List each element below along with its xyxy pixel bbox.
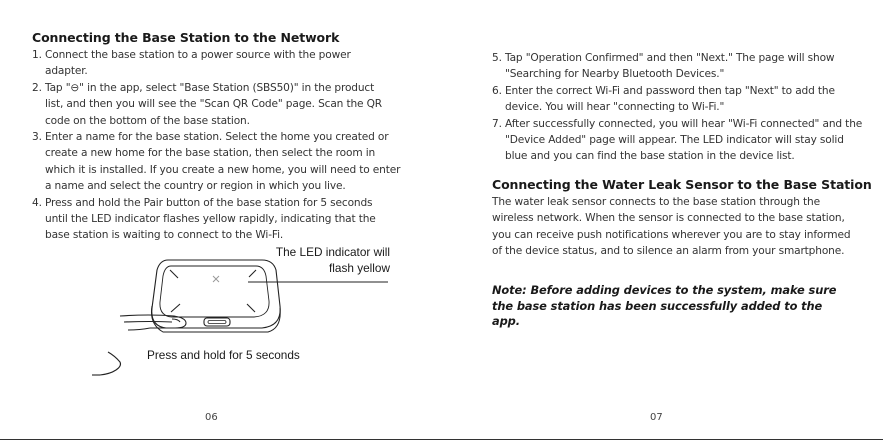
steps-list-right bbox=[492, 50, 863, 165]
callout-led-text: The LED indicator will flash yellow bbox=[275, 245, 390, 275]
note-text: Note: Before adding devices to the system, make sure the base station has been successfully added to the app. bbox=[492, 283, 837, 328]
step-number: 2. bbox=[32, 81, 42, 94]
step-text: Connect the base station to a power source with the power adapter. bbox=[45, 49, 351, 78]
left-page bbox=[0, 0, 441, 442]
step-number: 7. bbox=[492, 117, 502, 130]
step-number: 4. bbox=[32, 196, 42, 209]
step-item bbox=[32, 47, 371, 80]
page-number-left: 06 bbox=[205, 412, 218, 423]
right-page bbox=[442, 0, 883, 442]
section-heading-water-leak: Connecting the Water Leak Sensor to the Base Station bbox=[492, 177, 872, 192]
section-heading-network: Connecting the Base Station to the Network bbox=[32, 30, 340, 45]
step-text: Enter a name for the base station. Select the home you created or create a new home for the base station, then select the room in which it is installed. If you create a new home, you will need to enter a name and select the country or region in which you live. bbox=[45, 131, 401, 193]
page-number-right: 07 bbox=[650, 412, 663, 423]
step-number: 5. bbox=[492, 52, 502, 64]
callout-led bbox=[250, 244, 390, 276]
step-item bbox=[492, 50, 861, 83]
callout-press-text: Press and hold for 5 seconds bbox=[147, 348, 300, 362]
step-text: Tap "⊖" in the app, select "Base Station (SBS50)" in the product list, and then you will see the "Scan QR Code" page. Scan the QR code on the bottom of the base station. bbox=[45, 81, 383, 127]
step-text: Tap "Operation Confirmed" and then "Next." The page will show "Searching for Nearby Bluetooth Devices." bbox=[505, 52, 835, 81]
step-item bbox=[492, 116, 863, 165]
callout-press bbox=[147, 347, 300, 363]
step-number: 3. bbox=[32, 131, 42, 144]
step-number: 6. bbox=[492, 84, 502, 97]
step-item bbox=[32, 195, 397, 244]
step-text: Press and hold the Pair button of the base station for 5 seconds until the LED indicator flashes yellow rapidly, indicating that the base station is waiting to connect to the Wi-Fi. bbox=[45, 196, 376, 242]
water-leak-paragraph: The water leak sensor connects to the base station through the wireless network. When the sensor is connected to the base station, you can receive push notifications wherever you are to stay informed of the device status, and to silence an alarm from your smartphone. bbox=[492, 196, 851, 258]
step-text: Enter the correct Wi-Fi and password then tap "Next" to add the device. You will hear "connecting to Wi-Fi." bbox=[505, 84, 835, 114]
step-item bbox=[492, 83, 859, 116]
steps-list-left bbox=[32, 47, 401, 244]
step-text: After successfully connected, you will hear "Wi-Fi connected" and the "Device Added" page will appear. The LED indicator will stay solid blue and you can find the base station in the device list. bbox=[505, 117, 863, 163]
step-number: 1. bbox=[32, 49, 42, 61]
step-item bbox=[32, 129, 407, 195]
step-item bbox=[32, 80, 395, 129]
bottom-rule bbox=[0, 439, 883, 440]
